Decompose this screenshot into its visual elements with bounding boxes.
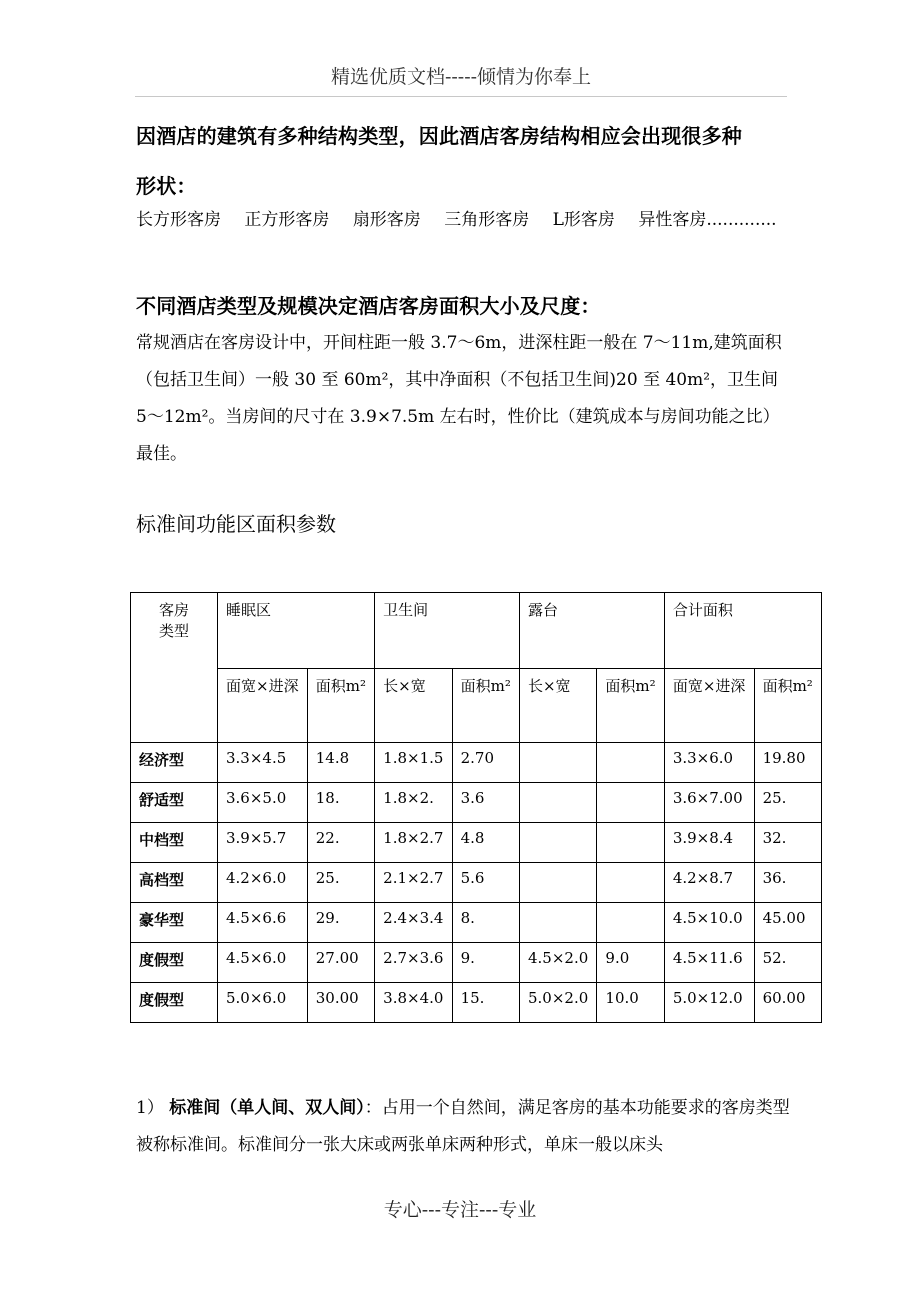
subheader-cell: 面积m² — [754, 669, 821, 743]
page-footer: 专心---专注---专业 — [383, 1199, 537, 1221]
table-cell: 10.0 — [597, 983, 664, 1023]
shape-item: 扇形客房 — [352, 210, 421, 230]
table-cell: 3.6 — [452, 783, 519, 823]
table-cell: 36. — [754, 863, 821, 903]
table-cell: 15. — [452, 983, 519, 1023]
intro-line-2: 形状： — [136, 174, 197, 198]
table-cell — [597, 783, 664, 823]
table-cell: 3.9×8.4 — [664, 823, 754, 863]
table-cell: 4.5×10.0 — [664, 903, 754, 943]
row-room-type: 舒适型 — [131, 783, 218, 823]
table-cell: 18. — [307, 783, 374, 823]
table-row — [131, 983, 822, 1023]
intro-line-1: 因酒店的建筑有多种结构类型，因此酒店客房结构相应会出现很多种 — [136, 124, 742, 148]
table-cell: 3.6×7.00 — [664, 783, 754, 823]
table-cell: 3.8×4.0 — [375, 983, 452, 1023]
shape-item: 长方形客房 — [136, 210, 221, 230]
table-cell — [519, 823, 596, 863]
group-header: 卫生间 — [375, 593, 520, 669]
table-row — [131, 783, 822, 823]
item-1-text: ：占用一个自然间，满足客房的基本功能要求的客房类型被称标准间。标准间分一张大床或两张单床两种形式，单床一般以床头 — [136, 1098, 790, 1155]
subheader-cell: 长×宽 — [375, 669, 452, 743]
table-cell: 60.00 — [754, 983, 821, 1023]
subheader-cell: 面积m² — [597, 669, 664, 743]
table-cell: 27.00 — [307, 943, 374, 983]
shape-item: 正方形客房 — [244, 210, 330, 230]
item-1-paragraph — [136, 1090, 791, 1164]
table-cell: 19.80 — [754, 743, 821, 783]
page-header: 精选优质文档-----倾情为你奉上 — [135, 62, 787, 97]
group-header: 睡眠区 — [218, 593, 375, 669]
table-cell: 4.5×6.0 — [218, 943, 308, 983]
table-cell: 1.8×2. — [375, 783, 452, 823]
table-cell: 1.8×1.5 — [375, 743, 452, 783]
table-cell: 22. — [307, 823, 374, 863]
table-cell: 29. — [307, 903, 374, 943]
table-cell — [597, 863, 664, 903]
table-row — [131, 903, 822, 943]
table-cell: 4.2×8.7 — [664, 863, 754, 903]
room-type-header: 客房 类型 — [131, 593, 218, 743]
group-header: 合计面积 — [664, 593, 821, 669]
table-cell: 14.8 — [307, 743, 374, 783]
table-cell — [519, 903, 596, 943]
table-cell: 3.3×4.5 — [218, 743, 308, 783]
table-cell: 8. — [452, 903, 519, 943]
table-cell: 2.7×3.6 — [375, 943, 452, 983]
room-shapes-list — [136, 205, 777, 230]
table-row — [131, 943, 822, 983]
table-cell: 5.0×12.0 — [664, 983, 754, 1023]
table-cell: 2.1×2.7 — [375, 863, 452, 903]
subheader-cell: 面宽×进深 — [664, 669, 754, 743]
item-1-title: 标准间（单人间、双人间） — [169, 1098, 365, 1118]
table-cell: 3.6×5.0 — [218, 783, 308, 823]
row-room-type: 中档型 — [131, 823, 218, 863]
table-cell: 52. — [754, 943, 821, 983]
shape-item: L形客房 — [552, 210, 615, 230]
subheader-cell: 面宽×进深 — [218, 669, 308, 743]
table-cell — [519, 783, 596, 823]
item-1-number: 1） — [136, 1098, 164, 1118]
table-cell: 1.8×2.7 — [375, 823, 452, 863]
row-room-type: 高档型 — [131, 863, 218, 903]
table-cell: 5.6 — [452, 863, 519, 903]
table-cell: 2.70 — [452, 743, 519, 783]
table-cell: 3.3×6.0 — [664, 743, 754, 783]
table-cell: 30.00 — [307, 983, 374, 1023]
table-cell: 25. — [307, 863, 374, 903]
shape-item: 三角形客房 — [444, 210, 530, 230]
shape-item: 异性客房............. — [638, 210, 777, 230]
table-cell: 3.9×5.7 — [218, 823, 308, 863]
table-cell: 4.2×6.0 — [218, 863, 308, 903]
group-header: 露台 — [519, 593, 664, 669]
table-cell — [597, 743, 664, 783]
table-cell: 32. — [754, 823, 821, 863]
table-row — [131, 823, 822, 863]
table-cell — [519, 743, 596, 783]
row-room-type: 经济型 — [131, 743, 218, 783]
section-2-title: 不同酒店类型及规模决定酒店客房面积大小及尺度： — [136, 294, 601, 318]
row-room-type: 度假型 — [131, 943, 218, 983]
table-cell: 9. — [452, 943, 519, 983]
table-cell: 25. — [754, 783, 821, 823]
table-cell: 5.0×2.0 — [519, 983, 596, 1023]
section-2-paragraph: 常规酒店在客房设计中，开间柱距一般 3.7～6m，进深柱距一般在 7～11m,建筑面积（包括卫生间）一般 30 至 60m²，其中净面积（不包括卫生间)20 至 40m²，卫生间 5～12m²。当房间的尺寸在 3.9×7.5m 左右时，性价比（建筑成本与房间功能之比）最佳。 — [136, 333, 782, 464]
row-room-type: 豪华型 — [131, 903, 218, 943]
subheader-cell: 面积m² — [452, 669, 519, 743]
subheader-cell: 面积m² — [307, 669, 374, 743]
table-cell: 4.5×11.6 — [664, 943, 754, 983]
row-room-type: 度假型 — [131, 983, 218, 1023]
table-cell: 45.00 — [754, 903, 821, 943]
table-row — [131, 863, 822, 903]
table-cell — [519, 863, 596, 903]
table-cell: 4.5×2.0 — [519, 943, 596, 983]
subheader-cell: 长×宽 — [519, 669, 596, 743]
table-cell: 4.8 — [452, 823, 519, 863]
table-cell — [597, 823, 664, 863]
table-cell: 2.4×3.4 — [375, 903, 452, 943]
table-cell: 9.0 — [597, 943, 664, 983]
table-cell — [597, 903, 664, 943]
table-cell: 4.5×6.6 — [218, 903, 308, 943]
table-cell: 5.0×6.0 — [218, 983, 308, 1023]
table-row — [131, 743, 822, 783]
table-title: 标准间功能区面积参数 — [136, 512, 336, 536]
area-parameter-table — [130, 592, 822, 1023]
